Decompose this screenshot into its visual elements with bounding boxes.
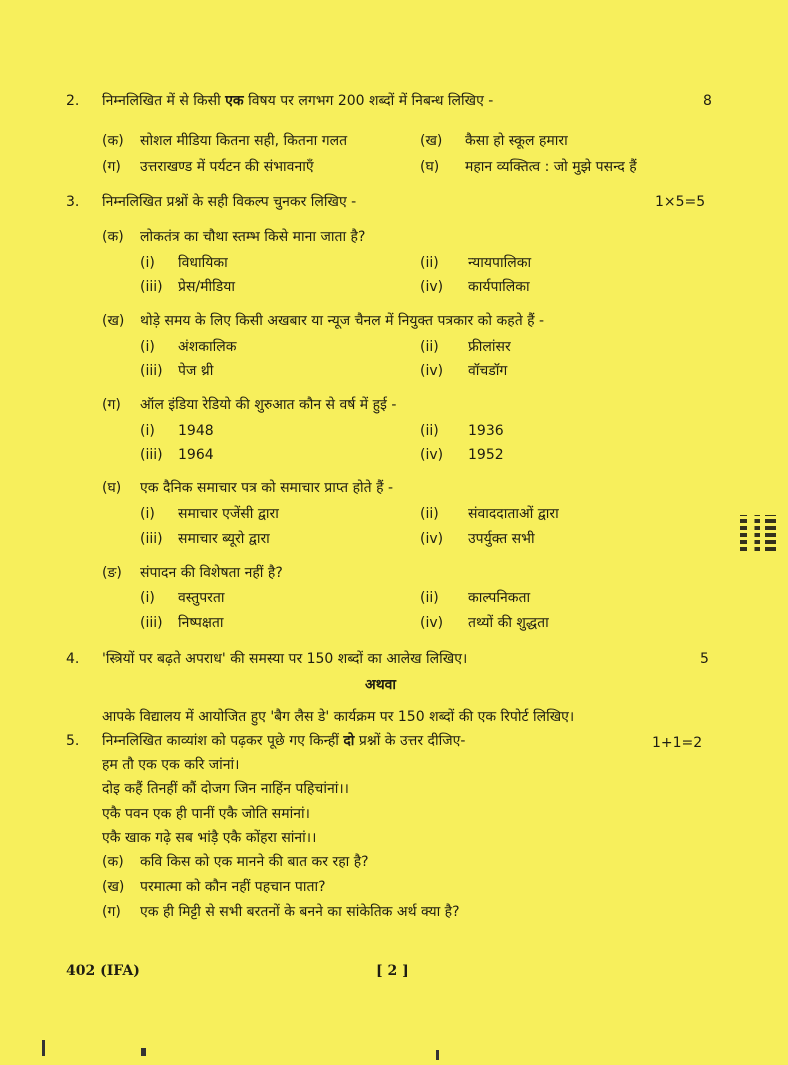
q3-part-label: (ख): [102, 313, 125, 329]
option-text: पेज थ्री: [178, 363, 214, 379]
q3-part-label: (ङ): [102, 565, 122, 581]
q3-part-text: संपादन की विशेषता नहीं है?: [140, 565, 283, 581]
verse-line: हम तौ एक एक करि जांनां।: [102, 757, 240, 773]
option-text: वॉचडॉग: [468, 363, 508, 379]
q2-marks: 8: [703, 93, 712, 109]
q4-text: 'स्त्रियों पर बढ़ते अपराध' की समस्या पर 150 शब्दों का आलेख लिखिए।: [102, 651, 468, 667]
option-label: (iii): [140, 363, 163, 379]
q4-marks: 5: [700, 651, 709, 667]
verse-line: दोइ कहैं तिनहीं कौं दोजग जिन नाहिंन पहिचांनां।।: [102, 781, 349, 797]
q2-opt-label: (ख): [420, 133, 443, 149]
q3-part-label: (क): [102, 229, 124, 245]
option-text: तथ्यों की शुद्धता: [468, 615, 549, 631]
option-label: (i): [140, 506, 155, 522]
option-text: विधायिका: [178, 255, 228, 271]
option-text: 1952: [468, 447, 504, 463]
q2-opt-text: सोशल मीडिया कितना सही, कितना गलत: [140, 133, 348, 149]
q3-part-text: थोड़े समय के लिए किसी अखबार या न्यूज चैनल में नियुक्त पत्रकार को कहते हैं -: [140, 313, 545, 329]
option-text: कार्यपालिका: [468, 279, 530, 295]
qr-code-icon: [740, 515, 776, 551]
q2-opt-text: महान व्यक्तित्व : जो मुझे पसन्द हैं: [465, 159, 637, 175]
option-text: समाचार ब्यूरो द्वारा: [178, 531, 270, 547]
option-label: (ii): [420, 339, 439, 355]
option-text: न्यायपालिका: [468, 255, 532, 271]
q2-text: निम्नलिखित में से किसी एक विषय पर लगभग 200 शब्दों में निबन्ध लिखिए -: [102, 93, 494, 109]
q5-number: 5.: [66, 733, 80, 749]
q4-alt-text: आपके विद्यालय में आयोजित हुए 'बैग लैस डे' कार्यक्रम पर 150 शब्दों की एक रिपोर्ट लिखिए।: [102, 709, 575, 725]
q3-part-label: (घ): [102, 480, 122, 496]
scan-mark: [436, 1050, 439, 1060]
q2-number: 2.: [66, 93, 80, 109]
verse-line: एकै खाक गढ़े सब भांड़ै एकै कोंहरा सांनां।।: [102, 830, 317, 846]
option-label: (iv): [420, 363, 444, 379]
page-number: [ 2 ]: [376, 963, 409, 979]
q5-marks: 1+1=2: [652, 735, 703, 751]
option-text: काल्पनिकता: [468, 590, 531, 606]
option-label: (ii): [420, 423, 439, 439]
q3-marks: 1×5=5: [655, 194, 706, 210]
q3-part-text: ऑल इंडिया रेडियो की शुरुआत कौन से वर्ष में हुई -: [140, 397, 397, 413]
q5-sub-label: (क): [102, 854, 124, 870]
q5-sub-label: (ख): [102, 879, 125, 895]
q3-part-text: लोकतंत्र का चौथा स्तम्भ किसे माना जाता है?: [140, 229, 366, 245]
q2-opt-label: (ग): [102, 159, 121, 175]
option-label: (ii): [420, 590, 439, 606]
option-label: (i): [140, 255, 155, 271]
q5-sub-text: कवि किस को एक मानने की बात कर रहा है?: [140, 854, 369, 870]
scan-mark: [42, 1040, 45, 1056]
option-text: प्रेस/मीडिया: [178, 279, 236, 295]
option-text: संवाददाताओं द्वारा: [468, 506, 559, 522]
q4-number: 4.: [66, 651, 80, 667]
option-label: (iii): [140, 615, 163, 631]
option-label: (i): [140, 423, 155, 439]
q2-opt-label: (घ): [420, 159, 440, 175]
q2-opt-label: (क): [102, 133, 124, 149]
option-label: (i): [140, 590, 155, 606]
option-text: फ्रीलांसर: [468, 339, 511, 355]
option-label: (iv): [420, 279, 444, 295]
scan-mark: [141, 1048, 146, 1056]
q2-opt-text: कैसा हो स्कूल हमारा: [465, 133, 568, 149]
q5-sub-text: एक ही मिट्टी से सभी बरतनों के बनने का सांकेतिक अर्थ क्या है?: [140, 904, 460, 920]
option-label: (ii): [420, 255, 439, 271]
option-text: 1948: [178, 423, 214, 439]
q5-text: निम्नलिखित काव्यांश को पढ़कर पूछे गए किन्हीं दो प्रश्नों के उत्तर दीजिए-: [102, 733, 466, 749]
option-text: 1936: [468, 423, 504, 439]
option-label: (iii): [140, 279, 163, 295]
q2-opt-text: उत्तराखण्ड में पर्यटन की संभावनाएँ: [140, 159, 314, 175]
or-separator: अथवा: [365, 677, 397, 693]
option-text: उपर्युक्त सभी: [468, 531, 535, 547]
option-label: (iv): [420, 615, 444, 631]
q3-text: निम्नलिखित प्रश्नों के सही विकल्प चुनकर लिखिए -: [102, 194, 357, 210]
verse-line: एकै पवन एक ही पानीं एकै जोति समांनां।: [102, 806, 310, 822]
option-text: वस्तुपरता: [178, 590, 225, 606]
paper-code: 402 (IFA): [66, 963, 140, 979]
option-label: (ii): [420, 506, 439, 522]
option-label: (iv): [420, 447, 444, 463]
q3-part-text: एक दैनिक समाचार पत्र को समाचार प्राप्त होते हैं -: [140, 480, 394, 496]
option-text: समाचार एजेंसी द्वारा: [178, 506, 279, 522]
option-label: (iii): [140, 531, 163, 547]
q3-part-label: (ग): [102, 397, 121, 413]
option-label: (i): [140, 339, 155, 355]
q5-sub-label: (ग): [102, 904, 121, 920]
q5-sub-text: परमात्मा को कौन नहीं पहचान पाता?: [140, 879, 326, 895]
option-text: अंशकालिक: [178, 339, 237, 355]
option-label: (iii): [140, 447, 163, 463]
q3-number: 3.: [66, 194, 80, 210]
option-text: 1964: [178, 447, 214, 463]
option-label: (iv): [420, 531, 444, 547]
option-text: निष्पक्षता: [178, 615, 224, 631]
